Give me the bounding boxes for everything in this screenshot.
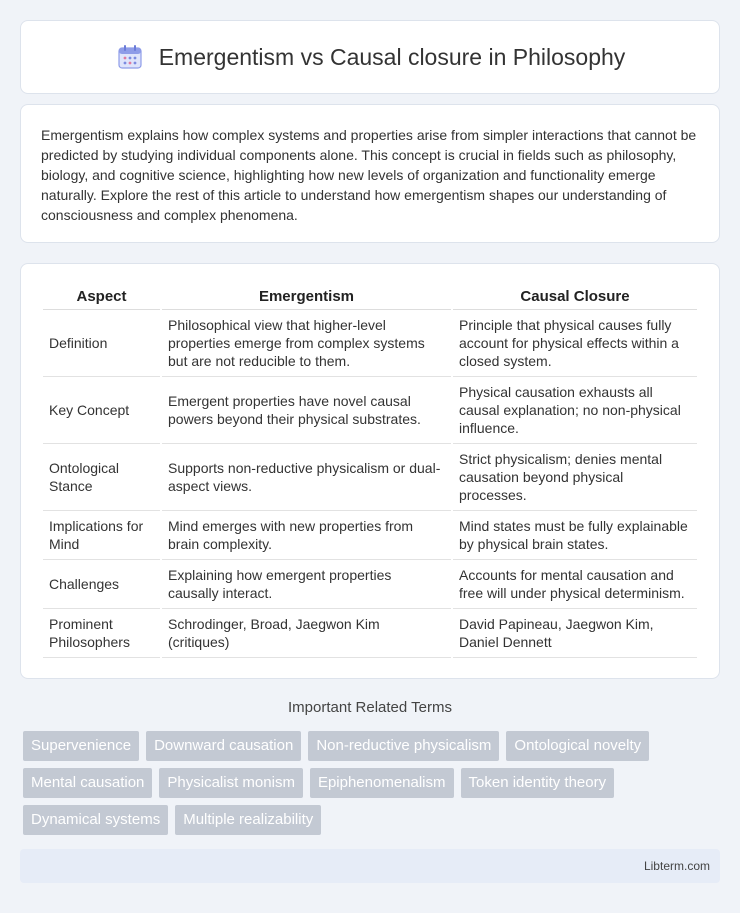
table-row: [43, 511, 697, 560]
comparison-card: [20, 263, 720, 679]
table-header-row: [43, 284, 697, 310]
table-row: [43, 609, 697, 658]
header-aspect: Aspect: [43, 284, 161, 310]
row-causal-closure: Accounts for mental causation and free will under physical determinism.: [452, 560, 697, 609]
row-emergentism: Supports non-reductive physicalism or dual-aspect views.: [161, 444, 452, 511]
row-aspect: Implications for Mind: [43, 511, 161, 560]
row-causal-closure: Principle that physical causes fully account for physical effects within a closed system.: [452, 310, 697, 377]
tag-dynamical-systems[interactable]: Dynamical systems: [23, 805, 168, 835]
table-row: [43, 560, 697, 609]
row-emergentism: Mind emerges with new properties from brain complexity.: [161, 511, 452, 560]
intro-card: [20, 104, 720, 243]
calendar-icon: [115, 42, 145, 72]
comparison-table: [43, 284, 697, 658]
row-causal-closure: Strict physicalism; denies mental causation beyond physical processes.: [452, 444, 697, 511]
row-aspect: Prominent Philosophers: [43, 609, 161, 658]
tag-non-reductive-physicalism[interactable]: Non-reductive physicalism: [308, 731, 499, 761]
row-aspect: Key Concept: [43, 377, 161, 444]
row-aspect: Definition: [43, 310, 161, 377]
row-emergentism: Explaining how emergent properties causally interact.: [161, 560, 452, 609]
table-row: [43, 310, 697, 377]
intro-paragraph: Emergentism explains how complex systems and properties arise from simpler interactions that cannot be predicted by studying individual components alone. This concept is crucial in fields such as philosophy, biology, and cognitive science, highlighting how new levels of organization and functionality emerge naturally. Explore the rest of this article to understand how emergentism shapes our understanding of consciousness and complex phenomena.: [41, 127, 697, 223]
page-title: Emergentism vs Causal closure in Philosophy: [158, 43, 626, 70]
tag-epiphenomenalism[interactable]: Epiphenomenalism: [310, 768, 454, 798]
row-aspect: Challenges: [43, 560, 161, 609]
tag-supervenience[interactable]: Supervenience: [23, 731, 139, 761]
table-row: [43, 444, 697, 511]
tag-mental-causation[interactable]: Mental causation: [23, 768, 152, 798]
title-card: [20, 20, 720, 94]
related-terms-heading: Important Related Terms: [288, 699, 452, 716]
tag-token-identity-theory[interactable]: Token identity theory: [461, 768, 615, 798]
header-causal-closure: Causal Closure: [452, 284, 697, 310]
table-row: [43, 377, 697, 444]
related-terms-list: [23, 731, 723, 835]
row-emergentism: Schrodinger, Broad, Jaegwon Kim (critiques): [161, 609, 452, 658]
row-causal-closure: Mind states must be fully explainable by physical brain states.: [452, 511, 697, 560]
row-causal-closure: Physical causation exhausts all causal explanation; no non-physical influence.: [452, 377, 697, 444]
row-emergentism: Philosophical view that higher-level properties emerge from complex systems but are not reducible to them.: [161, 310, 452, 377]
tag-physicalist-monism[interactable]: Physicalist monism: [159, 768, 303, 798]
tag-multiple-realizability[interactable]: Multiple realizability: [175, 805, 321, 835]
row-emergentism: Emergent properties have novel causal powers beyond their physical substrates.: [161, 377, 452, 444]
tag-downward-causation[interactable]: Downward causation: [146, 731, 301, 761]
footer: [20, 849, 720, 883]
header-emergentism: Emergentism: [161, 284, 452, 310]
footer-site-link[interactable]: Libterm.com: [643, 859, 710, 873]
row-aspect: Ontological Stance: [43, 444, 161, 511]
tag-ontological-novelty[interactable]: Ontological novelty: [506, 731, 649, 761]
row-causal-closure: David Papineau, Jaegwon Kim, Daniel Dennett: [452, 609, 697, 658]
